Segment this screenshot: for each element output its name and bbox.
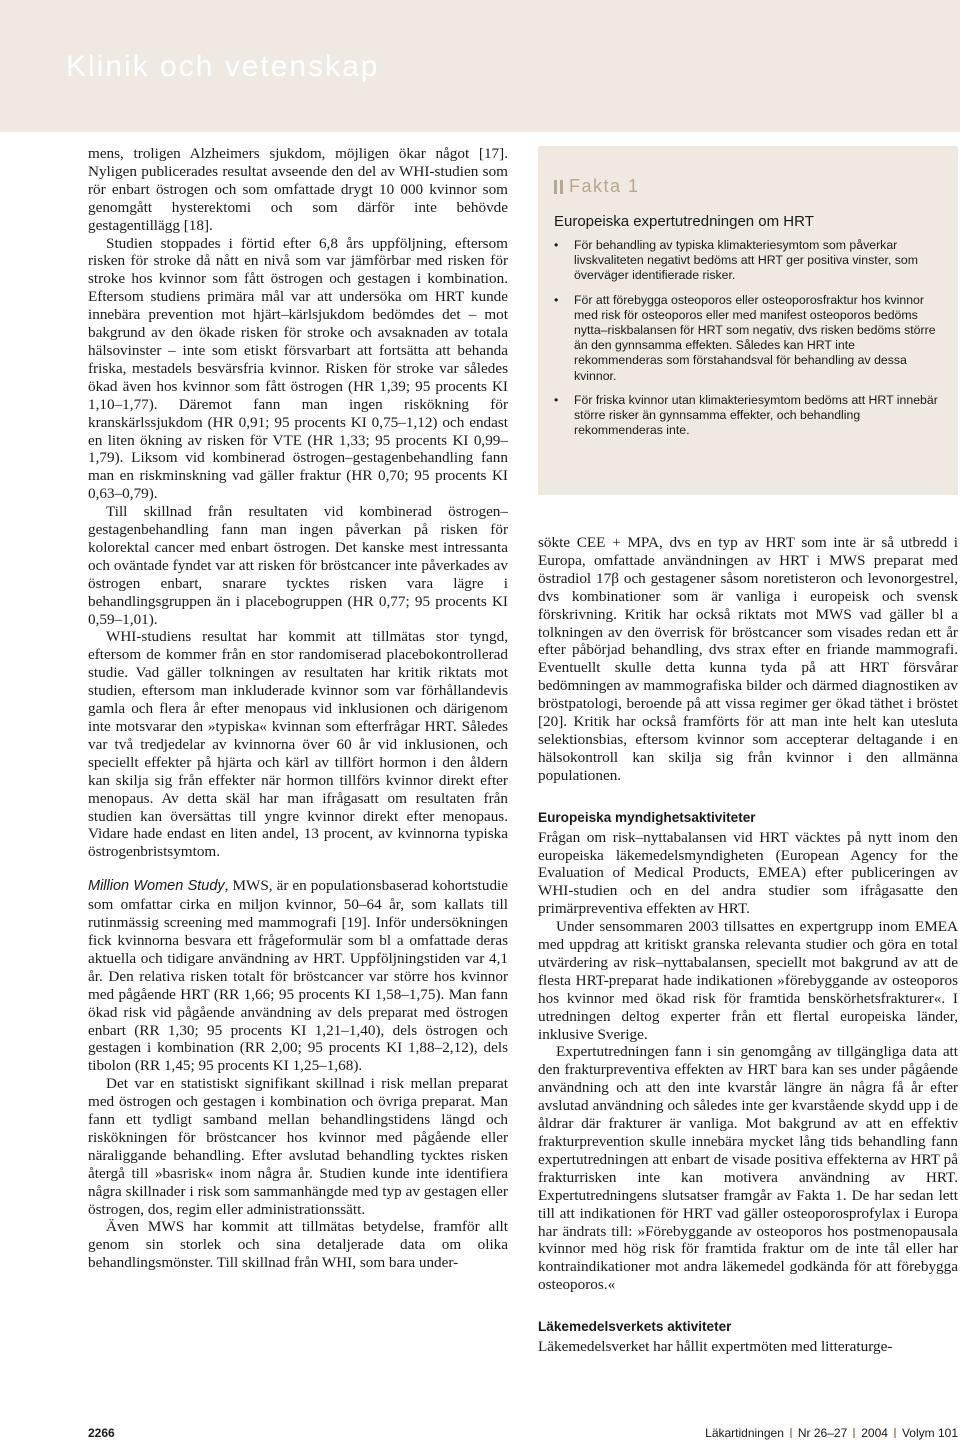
fact-box (538, 146, 958, 495)
journal-name: Läkartidningen (705, 1426, 784, 1440)
journal-info (705, 1426, 958, 1440)
paragraph: mens, troligen Alzheimers sjukdom, möjligen ökar något [17]. Nyligen publicerades resultat avseende den del av WHI-studien som rör enbart östrogen och som omfattade drygt 10 000 kvinnor som genomgått hysterektomi och som därför inte behövde gestagentillägg [18]. (88, 145, 508, 234)
fact-bars-icon (554, 180, 563, 194)
section-title: Klinik och vetenskap (66, 50, 380, 83)
fact-item (554, 393, 940, 439)
fact-list (554, 238, 940, 438)
paragraph-gap (88, 861, 508, 877)
mws-paragraph (88, 877, 508, 1075)
page-footer (0, 1426, 960, 1444)
right-column (538, 534, 958, 1356)
bullet-icon: • (554, 292, 559, 307)
bullet-icon: • (554, 238, 559, 252)
mws-lead-term: Million Women Study (88, 878, 225, 895)
paragraph: Frågan om risk–nyttabalansen vid HRT väcktes på nytt inom den europeiska läkemedelsmyndigheten (European Agency for the Evaluation of Medical Products, EMEA) efter publiceringen av WHI-studien och en del andra studier som ifrågasatte den primärpreventiva effekten av HRT. (538, 828, 958, 918)
paragraph: Även MWS har kommit att tillmätas betydelse, framför allt genom sin storlek och sina detaljerade data om olika behandlingsmönster. Till skillnad från WHI, som bara under- (88, 1218, 508, 1272)
paragraph: Till skillnad från resultaten vid kombinerad östrogen–gestagenbehandling fann man ingen påverkan på risken för kolorektal cancer med enbart östrogen. Det kanske mest intressanta och oväntade fyndet var att risken för bröstcancer inte påverkades av östrogen enbart, snarare tycktes risken vara lägre i behandlingsgruppen än i placebogruppen (HR 0,77; 95 procents KI 0,59–1,01). (88, 503, 508, 628)
mws-paragraph-text: , MWS, är en populationsbaserad kohortstudie som omfattar cirka en miljon kvinnor, 50–64 år, som kallats till rutinmässig screening med mammografi [19]. Inför undersökningen fick kvinnorna besvara ett frågeformulär som bl a omfattade deras aktuella och tidigare användning av HRT. Uppföljningstiden var 4,1 år. Den relativa risken totalt för bröstcancer var större hos kvinnor med pågående HRT (RR 1,66; 95 procents KI 1,58–1,75). Man fann ökad risk vid pågående användning av dels preparat med östrogen enbart (RR 1,30; 95 procents KI 1,21–1,40), dels östrogen och gestagen i kombination (RR 2,00; 95 procents KI 1,88–2,12), dels tibolon (RR 1,45; 95 procents KI 1,25–1,68). (88, 877, 508, 1075)
paragraph: Läkemedelsverket har hållit expertmöten med litteraturge- (538, 1338, 893, 1356)
subheading: Läkemedelsverkets aktiviteter (538, 1319, 732, 1335)
paragraph: Studien stoppades i förtid efter 6,8 års uppföljning, eftersom risken för stroke då nått en nivå som var jämförbar med risken för stroke hos kvinnor som fått östrogen och gestagen i kombination. Eftersom studiens primära mål var att undersöka om HRT kunde innebära prevention mot hjärt–kärlsjukdom bedömdes det – mot bakgrund av den ökade risken för stroke och avsaknaden av totala hälsovinster – inte som etiskt försvarbart att fortsätta att behanda friska, mestadels besvärsfria kvinnor. Risken för stroke var således ökad även hos kvinnor som fått östrogen (HR 1,39; 95 procents KI 1,10–1,77). Däremot fann man ingen riskökning för kranskärlssjukdom (HR 0,91; 95 procents KI 0,75–1,12) och endast en liten ökning av risken för VTE (HR 1,33; 95 procents KI 0,99–1,79). Liksom vid kombinerad östrogen–gestagenbehandling fann man en riskminskning vad gäller fraktur (HR 0,70; 95 procents KI 0,63–0,79). (88, 234, 508, 503)
header-band (0, 0, 960, 132)
bullet-icon: • (554, 392, 559, 407)
fact-item-text: För friska kvinnor utan klimakteriesymtom bedöms att HRT innebär större risker än gynnsamma effekter, och behandling rekommenderas inte. (574, 392, 938, 438)
journal-volume: Volym 101 (901, 1426, 958, 1440)
paragraph: Expertutredningen fann i sin genomgång av tillgängliga data att den frakturpreventiva effekten av HRT bara kan ses under pågående användning och att den inte kvarstår längre än några få år efter avslutad användning och således inte ger kvarstående skydd upp i de åldrar där frakturer är vanliga. Mot bakgrund av att en effektiv frakturprevention skulle innebära mycket lång tids behandling fann expertutredningen att enbart de visade positiva effekterna av HRT på frakturrisken inte kan motivera användning av HRT. Expertutredningens slutsatser framgår av Fakta 1. De har sedan lett till att indikationen för HRT vad gäller osteoporosprofylax i Europa har ändrats till: »Förebyggande av osteoporos hos postmenopausala kvinnor med hög risk för framtida fraktur om de inte tål eller har kontraindikationer mot andra läkemedel godkända för att förebygga osteoporos.« (538, 1043, 958, 1294)
fact-title: Europeiska expertutredningen om HRT (554, 213, 814, 230)
fact-label-text: Fakta 1 (569, 176, 640, 196)
subheading: Europeiska myndighetsaktiviteter (538, 809, 756, 825)
fact-item-text: För att förebygga osteoporos eller osteoporosfraktur hos kvinnor med risk för osteoporos eller med manifest osteoporos bedöms nytta–riskbalansen för HRT som negativ, dvs risken bedöms större än den gynnsamma effekten. Således kan HRT inte rekommenderas som förstahandsval för behandling av dessa kvinnor. (574, 292, 936, 383)
left-column (88, 145, 508, 1272)
paragraph: sökte CEE + MPA, dvs en typ av HRT som inte är så utbredd i Europa, omfattade användningen av HRT i MWS preparat med östradiol 17β och gestagener såsom noretisteron och levonorgestrel, dvs kombinationer som är vanliga i europeisk och svensk förskrivning. Kritik har också riktats mot MWS vad gäller bl a tolkningen av den överrisk för bröstcancer som visades redan ett år efter påbörjad behandling, dvs strax efter en friande mammografi. Eventuellt skulle detta kunna tyda på att HRT försvårar bedömningen av mammografiska bilder och därmed diagnostiken av bröstpatologi, beroende på att vissa regimer ger ökad täthet i bröstet [20]. Kritik har också framförts för att man inte helt kan utesluta selektionsbias, eftersom kvinnor som accepterar deltagande i en hälsokontroll kan skilja sig från kvinnor i den allmänna populationen. (538, 534, 958, 784)
fact-item (554, 293, 940, 384)
separator-icon (853, 1428, 855, 1438)
paragraph: WHI-studiens resultat har kommit att tillmätas stor tyngd, eftersom de kommer från en stor randomiserad placebokontrollerad studie. Vad gäller tolkningen av resultaten har kritik riktats mot studien, eftersom man inkluderade kvinnor som var förhållandevis gamla och flera år efter menopaus vid inklusionen och därigenom inte motsvarar den »typiska« kvinnan som efterfrågar HRT. Således var två tredjedelar av kvinnorna över 60 år vid inklusionen, och speciellt effekter på hjärta och kärl av tillfört hormon i den åldern kan skilja sig från effekter när hormon tillförs kvinnor direkt efter menopaus. Av detta skäl har man ifrågasatt om resultaten från studien kan översättas till yngre kvinnor direkt efter menopaus. Vidare hade endast en liten andel, 13 procent, av kvinnorna typiska östrogenbristsymtom. (88, 628, 508, 861)
journal-issue: Nr 26–27 (797, 1426, 848, 1440)
separator-icon (894, 1428, 896, 1438)
journal-year: 2004 (861, 1426, 888, 1440)
fact-item-text: För behandling av typiska klimakteriesymtom som påverkar livskvaliteten negativt bedöms att HRT ger positiva vinster, som överväger identifierade risker. (574, 238, 919, 283)
separator-icon (790, 1428, 792, 1438)
fact-item (554, 238, 940, 284)
paragraph: Det var en statistiskt signifikant skillnad i risk mellan preparat med östrogen och gestagen i kombination och övriga preparat. Man fann ett tydligt samband mellan behandlingstidens längd och riskökningen för bröstcancer hos kvinnor med pågående eller näraliggande behandling. Efter avslutad behandling tycktes risken återgå till »basrisk« inom några år. Studien kunde inte identifiera några skillnader i risk som sammanhängde med typ av gestagen eller östrogen, dos, regim eller administrationssätt. (88, 1075, 508, 1218)
fact-label (554, 176, 940, 197)
paragraph: Under sensommaren 2003 tillsattes en expertgrupp inom EMEA med uppdrag att kritiskt granska relevanta studier och göra en total utvärdering av risk–nyttabalansen, speciellt mot bakgrund av att de flesta HRT-preparat hade indikationen »förebyggande av osteoporos hos kvinnor med ökad risk för framtida benskörhetsfrakturer«. I utredningen deltog experter från ett flertal europeiska länder, inklusive Sverige. (538, 918, 958, 1043)
page-number: 2266 (88, 1426, 115, 1440)
